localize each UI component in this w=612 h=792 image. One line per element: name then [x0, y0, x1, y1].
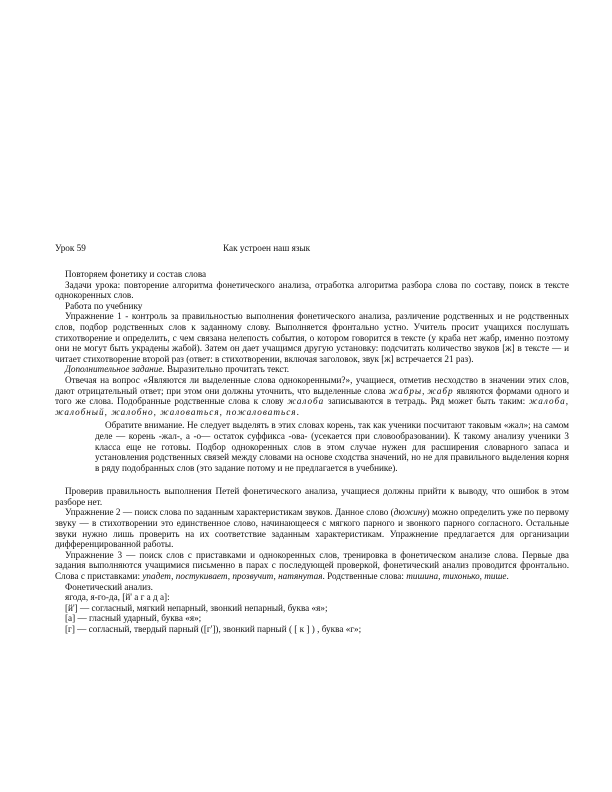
answer-text: являются формами одного и того же слова. Подобранные родственные слова к слову: [55, 385, 569, 407]
ex3-text: . Родственные слова:: [322, 571, 407, 582]
analysis-line: [а] — гласный ударный, буква «я»;: [65, 613, 202, 624]
analysis-line: [г] — согласный, твердый парный ([г']), звонкий парный ( [ к ] ) , буква «г»;: [65, 624, 362, 634]
word-zhabr: жабр: [427, 385, 454, 396]
answer-text: ,: [422, 385, 428, 396]
check-paragraph: Проверив правильность выполнения Петей фонетического анализа, учащиеся должны прийти к выводу, что ошибок в этом разборе нет.: [55, 486, 569, 507]
related-words: тишина, тихонько, тише: [406, 571, 507, 582]
analysis-line: ягода, я-го-да, [й' а г а д а]:: [65, 592, 170, 603]
attention-note: [95, 420, 569, 473]
extra-task-text: Выразительно прочитать текст.: [164, 364, 290, 375]
note-text: Обратите внимание. Не следует выделять в этих словах корень, так как ученики посчитают таковым «жал»; на самом деле — корень -жал-, а -о— остаток суффикса -ова- (усекается при словообразовании). К такому анализу ученики 3 класса еще не готовы. Подбор однокоренных слов в этом случае нужен для расширения словарного запаса и установления родственных связей между словами на основе сходства значений, но не для правильного выделения корня в ряду подобранных слов (это задание потому и не предлагается в учебнике).: [95, 420, 569, 473]
ex3-text: Упражнение 3 — поиск слов с приставками и однокоренных слов, тренировка в фонетическом анализе слова. Первые два задания выполняются учащимися письменно в парах с последующей проверкой, фонетический анализ проводится фронтально. Слова с приставками:: [55, 549, 569, 582]
word-dyuzhinu: дюжину: [393, 507, 427, 518]
answer-paragraph: [55, 375, 569, 417]
ex2-text: Упражнение 2 — поиск слова по заданным характеристикам звуков. Данное слово (: [65, 507, 394, 518]
lesson-tasks: Задачи урока: повторение алгоритма фонетического анализа, отработка алгоритма разбора слова по составу, поиск в тексте однокоренных слов.: [55, 279, 569, 301]
word-zhabry: жабры: [388, 385, 423, 396]
answer-text: .: [296, 406, 299, 417]
section-heading: Повторяем фонетику и состав слова: [65, 269, 207, 279]
answer-text: Отвечая на вопрос «Являются ли выделенные слова однокоренными?», учащиеся, отметив несходство в значении этих слов, дают отрицательный ответ; при этом они должны уточнить, что выделенные слова: [55, 374, 569, 396]
exercise-3: [55, 550, 569, 582]
lesson-number: Урок 59: [55, 243, 86, 253]
related-words-list: жалоба, жалобный, жалобно, жаловаться, пожаловаться: [55, 396, 569, 417]
prefix-words: упадет, постукивает, прозвучит, натянутая: [142, 571, 323, 582]
word-zhaloba: жалоба: [287, 396, 325, 407]
analysis-line: [й'] — согласный, мягкий непарный, звонкий непарный, буква «я»;: [65, 602, 328, 613]
workbook-heading: Работа по учебнику: [65, 300, 143, 311]
exercise-2: [55, 507, 569, 549]
document-page: [55, 243, 569, 635]
phonetic-analysis-heading: Фонетический анализ.: [65, 581, 153, 592]
extra-task: [55, 364, 569, 375]
ex3-text: .: [506, 571, 509, 582]
chapter-title: Как устроен наш язык: [223, 243, 311, 253]
page-header: [55, 243, 569, 255]
answer-text: записываются в тетрадь. Ряд может быть таким:: [324, 396, 529, 407]
exercise-1: Упражнение 1 - контроль за правильностью выполнения фонетического анализа, различение родственных и не родственных слов, подбор родственных слов к заданному слову. Выполняется фронтально устно. Учитель просит учащихся послушать стихотворение и определить, с чем связана нелепость события, о котором говорится в тексте (у краба нет жабр, именно поэтому они не могут быть украдены жабой). Затем он дает учащимся другую установку: подсчитать количество звуков [ж] в тексте — и читает стихотворение второй раз (ответ: в стихотворении, включая заголовок, звук [ж] встречается 21 раз).: [55, 311, 569, 364]
extra-task-label: Дополнительное задание.: [65, 364, 165, 375]
ex2-text: ) можно определить уже по первому звуку — в стихотворении это единственное слово, начинающееся с мягкого парного и звонкого парного согласного. Остальные звуки нужно лишь проверить на их соответствие заданным характеристикам. Упражнение предлагается для организации дифференцированной работы.: [55, 507, 569, 550]
